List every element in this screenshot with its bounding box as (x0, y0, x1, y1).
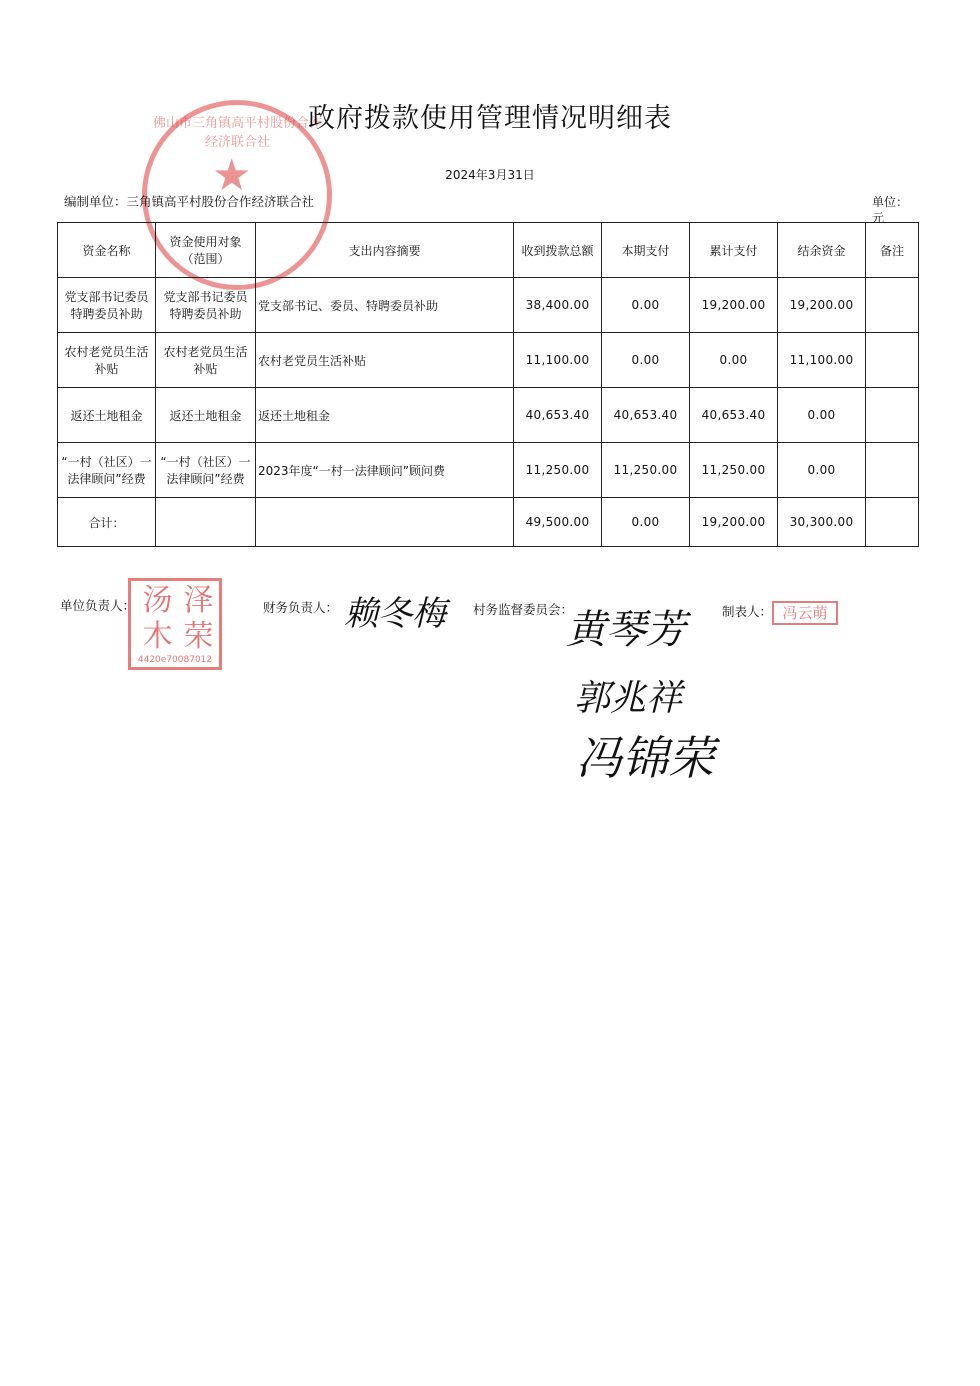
seal-star-icon: ★ (212, 150, 252, 201)
cell-fund-name: 返还土地租金 (58, 388, 156, 443)
cell-current-payment: 40,653.40 (602, 388, 690, 443)
cell-total-received: 49,500.00 (514, 498, 602, 547)
table-row (58, 388, 919, 443)
cell-balance: 11,100.00 (778, 333, 866, 388)
cell-balance: 19,200.00 (778, 278, 866, 333)
cell-fund-name: 农村老党员生活补贴 (58, 333, 156, 388)
cell-remarks (866, 498, 919, 547)
seal-char: 泽 (183, 583, 214, 618)
cell-balance: 30,300.00 (778, 498, 866, 547)
supervision-label: 村务监督委员会： (473, 602, 574, 617)
cell-summary: 2023年度“一村一法律顾问”顾问费 (256, 443, 514, 498)
cell-current-payment: 11,250.00 (602, 443, 690, 498)
cell-cumulative-payment: 19,200.00 (690, 498, 778, 547)
seal-char: 汤 (142, 583, 173, 618)
table-header-row (58, 223, 919, 278)
supervision-signature: 冯锦荣 (576, 731, 714, 785)
cell-total-received: 40,653.40 (514, 388, 602, 443)
preparer-seal: 冯云萌 (772, 601, 838, 625)
cell-total-received: 38,400.00 (514, 278, 602, 333)
cell-current-payment: 0.00 (602, 278, 690, 333)
round-seal-text: 佛山市三角镇高平村股份合作经济联合社 (152, 116, 322, 150)
table-row (58, 278, 919, 333)
cell-fund-name: 党支部书记委员特聘委员补助 (58, 278, 156, 333)
cell-balance: 0.00 (778, 388, 866, 443)
supervision-signature: 黄琴芳 (566, 607, 686, 653)
cell-remarks (866, 388, 919, 443)
cell-summary: 农村老党员生活补贴 (256, 333, 514, 388)
unit-head-seal (128, 578, 222, 670)
cell-cumulative-payment: 11,250.00 (690, 443, 778, 498)
cell-remarks (866, 333, 919, 388)
header-current-payment: 本期支付 (602, 223, 690, 278)
table-total-row (58, 498, 919, 547)
cell-summary: 返还土地租金 (256, 388, 514, 443)
cell-total-received: 11,250.00 (514, 443, 602, 498)
cell-current-payment: 0.00 (602, 498, 690, 547)
cell-balance: 0.00 (778, 443, 866, 498)
header-balance: 结余资金 (778, 223, 866, 278)
cell-fund-target: 农村老党员生活补贴 (156, 333, 256, 388)
grant-table (57, 222, 919, 547)
table-row (58, 443, 919, 498)
header-fund-target: 资金使用对象（范围） (156, 223, 256, 278)
unit-head-label: 单位负责人： (60, 598, 136, 613)
header-total-received: 收到拨款总额 (514, 223, 602, 278)
report-date: 2024年3月31日 (445, 168, 535, 182)
seal-char: 木 (142, 619, 173, 654)
cell-cumulative-payment: 19,200.00 (690, 278, 778, 333)
table-row (58, 333, 919, 388)
preparer-label: 制表人： (722, 604, 773, 619)
cell-total-received: 11,100.00 (514, 333, 602, 388)
cell-fund-target: 党支部书记委员特聘委员补助 (156, 278, 256, 333)
cell-fund-name: “一村（社区）一法律顾问”经费 (58, 443, 156, 498)
page-title: 政府拨款使用管理情况明细表 (308, 103, 672, 134)
cell-remarks (866, 278, 919, 333)
cell-fund-target: “一村（社区）一法律顾问”经费 (156, 443, 256, 498)
cell-summary: 党支部书记、委员、特聘委员补助 (256, 278, 514, 333)
cell-fund-target: 返还土地租金 (156, 388, 256, 443)
cell-current-payment: 0.00 (602, 333, 690, 388)
seal-char: 荣 (183, 619, 214, 654)
header-summary: 支出内容摘要 (256, 223, 514, 278)
cell-remarks (866, 443, 919, 498)
header-fund-name: 资金名称 (58, 223, 156, 278)
unit-label: 单位：元 (872, 195, 909, 225)
finance-signature: 赖冬梅 (344, 594, 446, 634)
header-cumulative-payment: 累计支付 (690, 223, 778, 278)
cell-cumulative-payment: 0.00 (690, 333, 778, 388)
header-remarks: 备注 (866, 223, 919, 278)
seal-code: 4420e70087012 (137, 655, 213, 665)
supervision-signature: 郭兆祥 (574, 678, 683, 719)
cell-cumulative-payment: 40,653.40 (690, 388, 778, 443)
cell-fund-target (156, 498, 256, 547)
cell-total-label: 合计： (58, 498, 156, 547)
org-label: 编制单位：三角镇高平村股份合作经济联合社 (64, 194, 315, 209)
cell-summary (256, 498, 514, 547)
finance-head-label: 财务负责人： (263, 600, 339, 615)
